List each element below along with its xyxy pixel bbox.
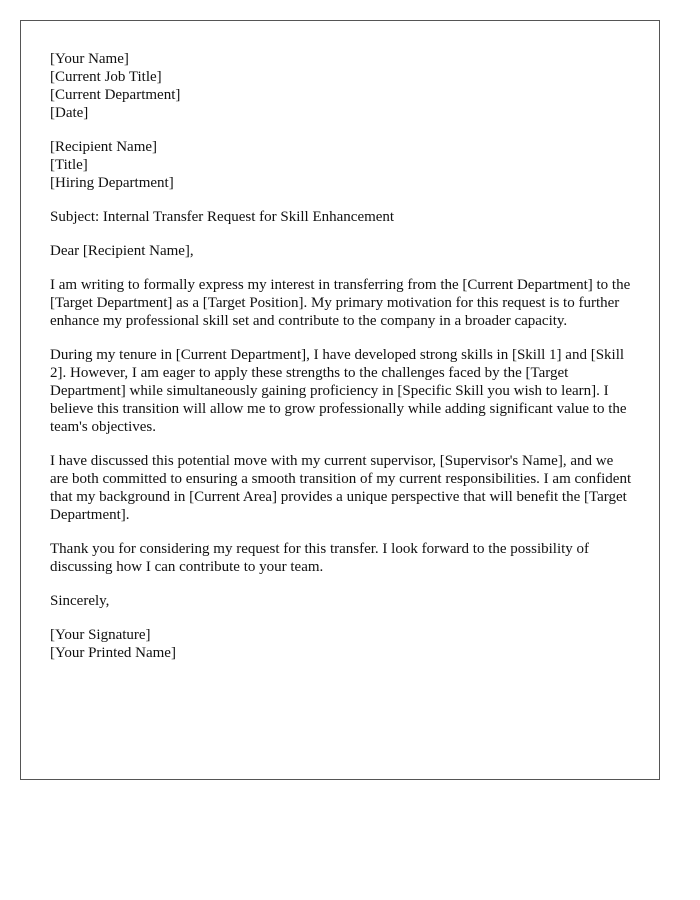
- body-paragraph-4: Thank you for considering my request for this transfer. I look forward to the possibility of discussing how I can contribute to your team.: [50, 541, 590, 575]
- sender-department: [Current Department]: [50, 87, 181, 103]
- subject-line: Subject: Internal Transfer Request for Skill Enhancement: [50, 209, 395, 225]
- sender-job-title: [Current Job Title]: [50, 69, 162, 85]
- sender-block: [50, 50, 635, 122]
- sender-name: [Your Name]: [50, 51, 129, 67]
- letter-body: [50, 50, 635, 662]
- closing: Sincerely,: [50, 593, 110, 609]
- recipient-block: [50, 138, 635, 192]
- body-paragraph-3: I have discussed this potential move with my current supervisor, [Supervisor's Name], and we are both committed to ensuring a smooth transition of my current responsibilities. I am confident that my background in [Current Area] provides a unique perspective that will benefit the [Target Department].: [50, 453, 632, 523]
- body-paragraph-2: During my tenure in [Current Department], I have developed strong skills in [Skill 1] and [Skill 2]. However, I am eager to apply these strengths to the challenges faced by the [Target Department] while simultaneously gaining proficiency in [Specific Skill you wish to learn]. I believe this transition will allow me to grow professionally while adding significant value to the team's objectives.: [50, 347, 627, 435]
- recipient-department: [Hiring Department]: [50, 175, 174, 191]
- signature-block: [50, 626, 635, 662]
- signature-line: [Your Signature]: [50, 627, 151, 643]
- letter-page: [20, 20, 660, 780]
- printed-name: [Your Printed Name]: [50, 645, 176, 661]
- letter-date: [Date]: [50, 105, 89, 121]
- salutation: Dear [Recipient Name],: [50, 243, 194, 259]
- recipient-title: [Title]: [50, 157, 88, 173]
- recipient-name: [Recipient Name]: [50, 139, 158, 155]
- body-paragraph-1: I am writing to formally express my interest in transferring from the [Current Department] to the [Target Department] as a [Target Position]. My primary motivation for this request is to further enhance my professional skill set and contribute to the company in a broader capacity.: [50, 277, 631, 329]
